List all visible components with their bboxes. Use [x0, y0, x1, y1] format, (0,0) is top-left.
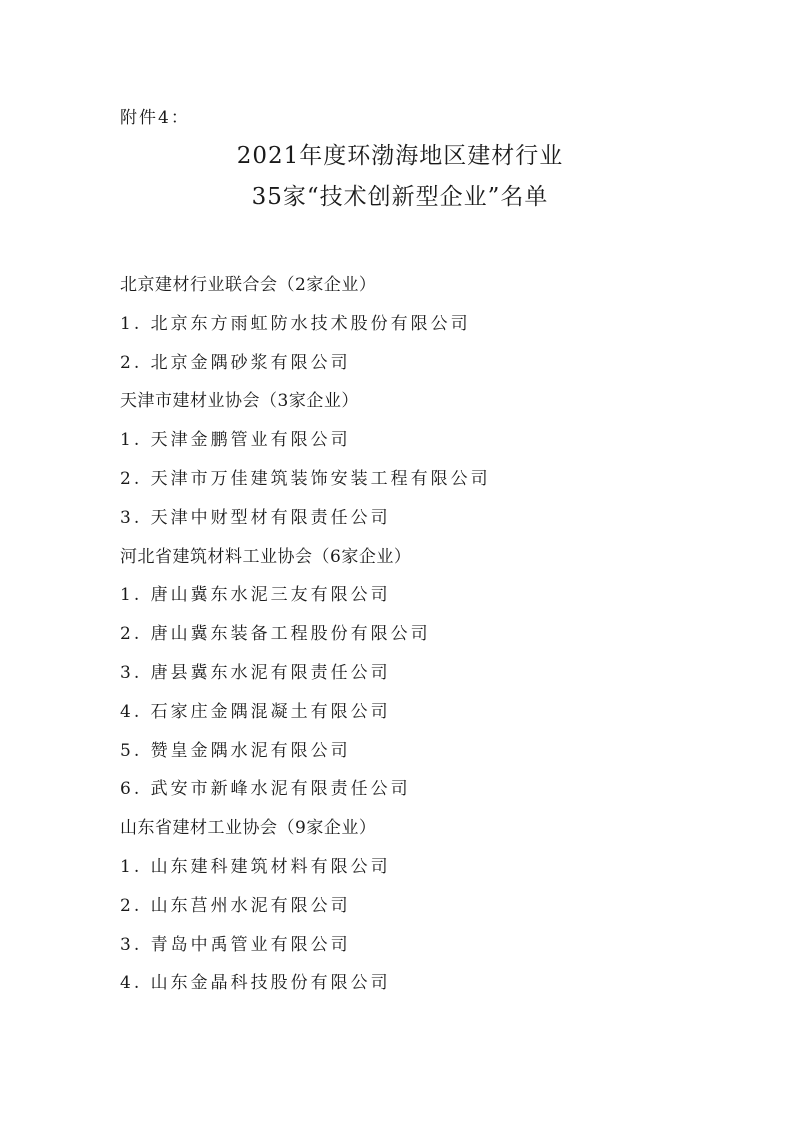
document-title-line-2: 35家“技术创新型企业”名单: [251, 184, 549, 210]
list-item: 4. 石家庄金隅混凝土有限公司: [120, 701, 391, 722]
list-item: 1. 唐山冀东水泥三友有限公司: [120, 585, 391, 606]
list-item: 1. 北京东方雨虹防水技术股份有限公司: [120, 313, 471, 334]
list-item: 2. 北京金隅砂浆有限公司: [120, 352, 351, 373]
group-heading-hebei: 河北省建筑材料工业协会（6家企业）: [120, 546, 412, 567]
list-item: 2. 天津市万佳建筑装饰安装工程有限公司: [120, 468, 491, 489]
attachment-label: 附件4：: [120, 108, 190, 128]
document-title-line-1: 2021年度环渤海地区建材行业: [236, 143, 564, 169]
group-heading-beijing: 北京建材行业联合会（2家企业）: [120, 275, 377, 295]
list-item: 2. 唐山冀东装备工程股份有限公司: [120, 624, 431, 645]
list-item: 3. 天津中财型材有限责任公司: [120, 507, 391, 528]
list-item: 3. 青岛中禹管业有限公司: [120, 934, 351, 955]
company-list: [120, 266, 720, 1003]
list-item: 4. 山东金晶科技股份有限公司: [120, 973, 391, 994]
list-item: 1. 天津金鹏管业有限公司: [120, 430, 351, 451]
list-item: 1. 山东建科建筑材料有限公司: [120, 856, 391, 877]
group-heading-shandong: 山东省建材工业协会（9家企业）: [120, 818, 377, 839]
list-item: 6. 武安市新峰水泥有限责任公司: [120, 779, 411, 800]
list-item: 5. 赞皇金隅水泥有限公司: [120, 740, 351, 761]
list-item: 2. 山东莒州水泥有限公司: [120, 895, 351, 916]
group-heading-tianjin: 天津市建材业协会（3家企业）: [120, 391, 359, 412]
list-item: 3. 唐县冀东水泥有限责任公司: [120, 662, 391, 683]
